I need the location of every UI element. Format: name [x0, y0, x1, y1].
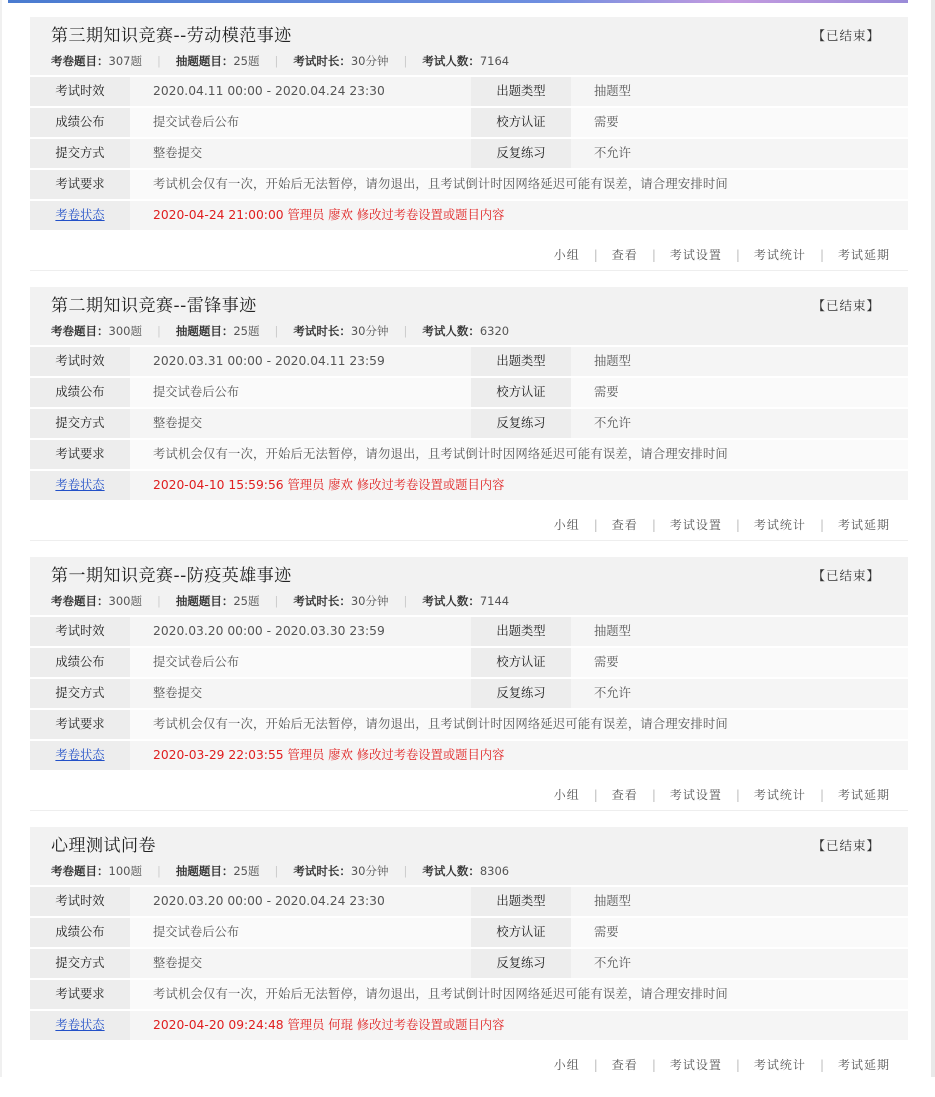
question-total-label: 考卷题目：	[51, 324, 109, 338]
validity-value: 2020.04.11 00:00 - 2020.04.24 23:30	[153, 84, 385, 98]
stat-separator: |	[274, 864, 279, 878]
draw-count-label: 抽题题目：	[175, 54, 234, 68]
stat-separator: |	[274, 594, 279, 608]
exam-header	[30, 17, 908, 75]
group-button[interactable]: 小组	[553, 248, 580, 262]
group-button[interactable]: 小组	[553, 1058, 580, 1072]
school-cert-label: 校方认证	[471, 108, 571, 137]
school-cert-label: 校方认证	[471, 648, 571, 677]
participants-label: 考试人数：	[422, 594, 480, 608]
validity-label: 考试时效	[30, 77, 130, 106]
action-separator: |	[819, 1058, 824, 1072]
requirement-label: 考试要求	[30, 440, 130, 469]
paper-status-cell	[30, 471, 130, 500]
question-type-label: 出题类型	[471, 347, 571, 376]
exam-action-bar	[554, 247, 890, 263]
action-separator: |	[819, 518, 824, 532]
school-cert-value: 需要	[594, 925, 619, 939]
stat-separator: |	[274, 324, 279, 338]
exam-title[interactable]: 第三期知识竞赛--劳动模范事迹	[51, 26, 292, 46]
duration-value: 30分钟	[350, 54, 389, 68]
card-divider	[30, 270, 908, 271]
table-row	[30, 980, 908, 1009]
table-row	[30, 139, 908, 168]
table-row	[30, 617, 908, 646]
score-publish-label: 成绩公布	[30, 918, 130, 947]
submit-mode-value: 整卷提交	[153, 146, 203, 160]
score-publish-value: 提交试卷后公布	[153, 655, 240, 669]
exam-extend-button[interactable]: 考试延期	[837, 518, 890, 532]
validity-value: 2020.03.31 00:00 - 2020.04.11 23:59	[153, 354, 385, 368]
action-separator: |	[735, 248, 740, 262]
table-row	[30, 440, 908, 469]
practice-label: 反复练习	[471, 409, 571, 438]
duration-label: 考试时长：	[293, 324, 351, 338]
exam-header	[30, 827, 908, 885]
paper-status-link[interactable]: 考卷状态	[55, 748, 105, 762]
school-cert-label: 校方认证	[471, 918, 571, 947]
exam-list	[30, 17, 908, 1097]
submit-mode-label: 提交方式	[30, 949, 130, 978]
stat-separator: |	[403, 864, 408, 878]
school-cert-label: 校方认证	[471, 378, 571, 407]
action-separator: |	[593, 518, 598, 532]
exam-settings-button[interactable]: 考试设置	[669, 248, 722, 262]
stat-separator: |	[403, 324, 408, 338]
table-row	[30, 170, 908, 199]
requirement-label: 考试要求	[30, 170, 130, 199]
exam-header	[30, 557, 908, 615]
group-button[interactable]: 小组	[553, 518, 580, 532]
question-type-value: 抽题型	[594, 84, 631, 98]
table-row	[30, 648, 908, 677]
table-row	[30, 1011, 908, 1040]
paper-status-link[interactable]: 考卷状态	[55, 478, 105, 492]
submit-mode-label: 提交方式	[30, 679, 130, 708]
exam-stats-button[interactable]: 考试统计	[753, 1058, 806, 1072]
exam-card	[30, 827, 908, 1097]
submit-mode-label: 提交方式	[30, 409, 130, 438]
requirement-value: 考试机会仅有一次，开始后无法暂停，请勿退出，且考试倒计时因网络延迟可能有误差，请合理安排时间	[153, 177, 728, 191]
card-divider	[30, 540, 908, 541]
validity-label: 考试时效	[30, 617, 130, 646]
stat-separator: |	[156, 594, 161, 608]
practice-value: 不允许	[594, 146, 631, 160]
exam-title[interactable]: 第一期知识竞赛--防疫英雄事迹	[51, 566, 292, 586]
exam-stats	[51, 53, 509, 69]
score-publish-value: 提交试卷后公布	[153, 385, 240, 399]
question-total-value: 300题	[108, 594, 142, 608]
question-total-value: 307题	[108, 54, 142, 68]
question-type-value: 抽题型	[594, 894, 631, 908]
requirement-label: 考试要求	[30, 980, 130, 1009]
action-separator: |	[735, 788, 740, 802]
table-row	[30, 471, 908, 500]
exam-info-table	[30, 887, 908, 1040]
practice-label: 反复练习	[471, 139, 571, 168]
action-separator: |	[593, 248, 598, 262]
score-publish-value: 提交试卷后公布	[153, 925, 240, 939]
paper-status-link[interactable]: 考卷状态	[55, 208, 105, 222]
question-type-label: 出题类型	[471, 617, 571, 646]
question-total-label: 考卷题目：	[51, 594, 109, 608]
validity-value: 2020.03.20 00:00 - 2020.03.30 23:59	[153, 624, 385, 638]
practice-value: 不允许	[594, 956, 631, 970]
table-row	[30, 710, 908, 739]
question-type-value: 抽题型	[594, 354, 631, 368]
table-row	[30, 347, 908, 376]
exam-settings-button[interactable]: 考试设置	[669, 1058, 722, 1072]
requirement-label: 考试要求	[30, 710, 130, 739]
stat-separator: |	[156, 864, 161, 878]
question-total-label: 考卷题目：	[51, 54, 109, 68]
view-button[interactable]: 查看	[611, 788, 638, 802]
action-separator: |	[735, 518, 740, 532]
view-button[interactable]: 查看	[611, 248, 638, 262]
paper-status-value: 2020-04-10 15:59:56 管理员 廖欢 修改过考卷设置或题目内容	[153, 478, 505, 492]
validity-value: 2020.03.20 00:00 - 2020.04.24 23:30	[153, 894, 385, 908]
practice-value: 不允许	[594, 686, 631, 700]
validity-label: 考试时效	[30, 887, 130, 916]
stat-separator: |	[156, 324, 161, 338]
exam-stats-button[interactable]: 考试统计	[753, 248, 806, 262]
exam-status-badge: 【已结束】	[812, 838, 880, 853]
action-separator: |	[651, 1058, 656, 1072]
participants-label: 考试人数：	[422, 324, 480, 338]
duration-label: 考试时长：	[293, 54, 351, 68]
action-separator: |	[651, 518, 656, 532]
table-row	[30, 378, 908, 407]
exam-action-bar	[554, 787, 890, 803]
question-type-label: 出题类型	[471, 887, 571, 916]
exam-title[interactable]: 心理测试问卷	[51, 836, 156, 856]
duration-value: 30分钟	[350, 324, 389, 338]
action-separator: |	[735, 1058, 740, 1072]
table-row	[30, 918, 908, 947]
paper-status-cell	[30, 741, 130, 770]
participants-label: 考试人数：	[422, 54, 480, 68]
exam-extend-button[interactable]: 考试延期	[837, 1058, 890, 1072]
exam-settings-button[interactable]: 考试设置	[669, 788, 722, 802]
exam-info-table	[30, 617, 908, 770]
exam-card	[30, 17, 908, 287]
score-publish-label: 成绩公布	[30, 378, 130, 407]
score-publish-label: 成绩公布	[30, 108, 130, 137]
top-accent-bar	[8, 0, 908, 3]
exam-status-badge: 【已结束】	[812, 298, 880, 313]
duration-label: 考试时长：	[293, 594, 351, 608]
table-row	[30, 949, 908, 978]
table-row	[30, 741, 908, 770]
exam-status-badge: 【已结束】	[812, 28, 880, 43]
exam-title[interactable]: 第二期知识竞赛--雷锋事迹	[51, 296, 257, 316]
action-separator: |	[651, 788, 656, 802]
participants-value: 7144	[479, 594, 510, 608]
table-row	[30, 77, 908, 106]
exam-extend-button[interactable]: 考试延期	[837, 788, 890, 802]
draw-count-label: 抽题题目：	[175, 594, 234, 608]
stat-separator: |	[274, 54, 279, 68]
paper-status-value: 2020-04-24 21:00:00 管理员 廖欢 修改过考卷设置或题目内容	[153, 208, 505, 222]
scrollbar[interactable]	[931, 0, 935, 1077]
exam-stats	[51, 323, 509, 339]
paper-status-value: 2020-03-29 22:03:55 管理员 廖欢 修改过考卷设置或题目内容	[153, 748, 505, 762]
exam-stats	[51, 593, 509, 609]
draw-count-value: 25题	[233, 864, 260, 878]
table-row	[30, 679, 908, 708]
table-row	[30, 201, 908, 230]
submit-mode-value: 整卷提交	[153, 956, 203, 970]
exam-status-badge: 【已结束】	[812, 568, 880, 583]
exam-stats-button[interactable]: 考试统计	[753, 788, 806, 802]
practice-label: 反复练习	[471, 949, 571, 978]
school-cert-value: 需要	[594, 115, 619, 129]
paper-status-cell	[30, 201, 130, 230]
practice-label: 反复练习	[471, 679, 571, 708]
draw-count-value: 25题	[233, 54, 260, 68]
exam-info-table	[30, 347, 908, 500]
paper-status-value: 2020-04-20 09:24:48 管理员 何琨 修改过考卷设置或题目内容	[153, 1018, 505, 1032]
question-type-label: 出题类型	[471, 77, 571, 106]
exam-info-table	[30, 77, 908, 230]
requirement-value: 考试机会仅有一次，开始后无法暂停，请勿退出，且考试倒计时因网络延迟可能有误差，请合理安排时间	[153, 717, 728, 731]
question-total-value: 300题	[108, 324, 142, 338]
action-separator: |	[651, 248, 656, 262]
participants-label: 考试人数：	[422, 864, 480, 878]
duration-value: 30分钟	[350, 594, 389, 608]
exam-header	[30, 287, 908, 345]
submit-mode-value: 整卷提交	[153, 416, 203, 430]
exam-action-bar	[554, 517, 890, 533]
stat-separator: |	[156, 54, 161, 68]
validity-label: 考试时效	[30, 347, 130, 376]
left-edge	[0, 0, 2, 1077]
draw-count-label: 抽题题目：	[175, 324, 234, 338]
view-button[interactable]: 查看	[611, 518, 638, 532]
action-separator: |	[819, 248, 824, 262]
action-separator: |	[593, 1058, 598, 1072]
paper-status-cell	[30, 1011, 130, 1040]
school-cert-value: 需要	[594, 385, 619, 399]
action-separator: |	[593, 788, 598, 802]
view-button[interactable]: 查看	[611, 1058, 638, 1072]
exam-settings-button[interactable]: 考试设置	[669, 518, 722, 532]
exam-stats	[51, 863, 509, 879]
participants-value: 8306	[479, 864, 510, 878]
participants-value: 7164	[479, 54, 510, 68]
exam-stats-button[interactable]: 考试统计	[753, 518, 806, 532]
exam-card	[30, 287, 908, 557]
exam-card	[30, 557, 908, 827]
school-cert-value: 需要	[594, 655, 619, 669]
submit-mode-label: 提交方式	[30, 139, 130, 168]
exam-extend-button[interactable]: 考试延期	[837, 248, 890, 262]
score-publish-label: 成绩公布	[30, 648, 130, 677]
participants-value: 6320	[479, 324, 510, 338]
submit-mode-value: 整卷提交	[153, 686, 203, 700]
action-separator: |	[819, 788, 824, 802]
draw-count-value: 25题	[233, 594, 260, 608]
duration-label: 考试时长：	[293, 864, 351, 878]
draw-count-label: 抽题题目：	[175, 864, 234, 878]
card-divider	[30, 810, 908, 811]
exam-action-bar	[554, 1057, 890, 1073]
draw-count-value: 25题	[233, 324, 260, 338]
score-publish-value: 提交试卷后公布	[153, 115, 240, 129]
table-row	[30, 887, 908, 916]
stat-separator: |	[403, 594, 408, 608]
question-type-value: 抽题型	[594, 624, 631, 638]
paper-status-link[interactable]: 考卷状态	[55, 1018, 105, 1032]
duration-value: 30分钟	[350, 864, 389, 878]
question-total-label: 考卷题目：	[51, 864, 109, 878]
stat-separator: |	[403, 54, 408, 68]
table-row	[30, 108, 908, 137]
requirement-value: 考试机会仅有一次，开始后无法暂停，请勿退出，且考试倒计时因网络延迟可能有误差，请合理安排时间	[153, 447, 728, 461]
requirement-value: 考试机会仅有一次，开始后无法暂停，请勿退出，且考试倒计时因网络延迟可能有误差，请合理安排时间	[153, 987, 728, 1001]
question-total-value: 100题	[108, 864, 142, 878]
table-row	[30, 409, 908, 438]
group-button[interactable]: 小组	[553, 788, 580, 802]
practice-value: 不允许	[594, 416, 631, 430]
